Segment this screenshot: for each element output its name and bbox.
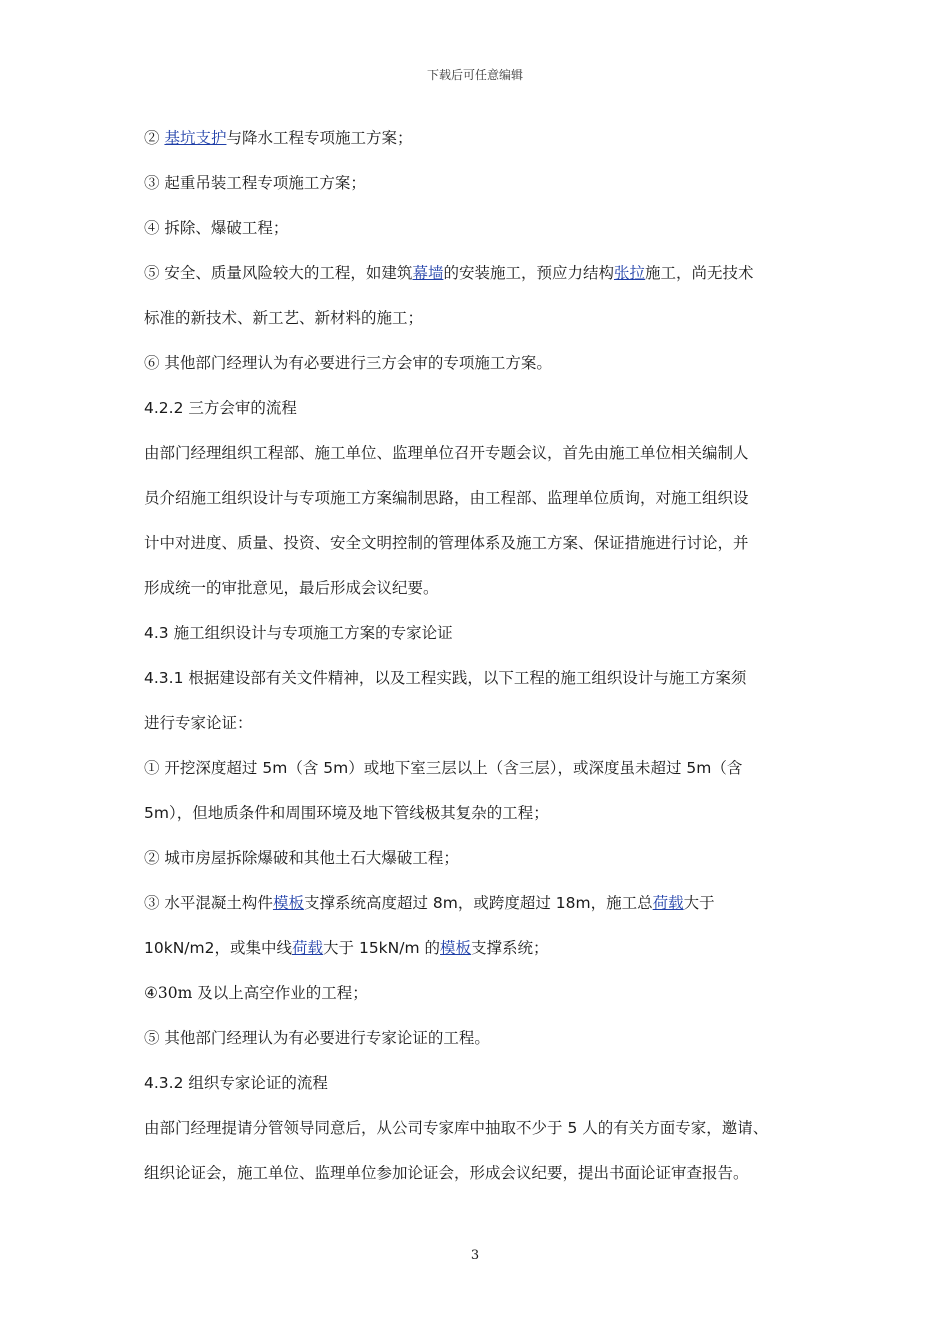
list-item-high-altitude: ④30m 及以上高空作业的工程； [144,984,368,1002]
line-text: ）或地下室三层以上（含三层），或深度虽未超过 [348,759,687,777]
measure-value: 5m [144,804,169,822]
list-item-other-review: ⑥ 其他部门经理认为有必要进行三方会审的专项施工方案。 [144,354,552,372]
section-heading-4-3-1 [144,656,824,701]
measure-value: 15kN/m [358,939,420,957]
list-item-lifting: ③ 起重吊装工程专项施工方案； [144,174,366,192]
line-text: （含 [287,759,324,777]
document-body [144,116,824,1196]
section-title: 三方会审的流程 [183,399,297,417]
measure-value: 5 [567,1119,578,1137]
paragraph-line [144,1106,824,1151]
section-heading-4-2-2 [144,386,824,431]
line-text: ），但地质条件和周围环境及地下管线极其复杂的工程； [168,804,549,822]
section-title: 组织专家论证的流程 [183,1074,328,1092]
page-number: 3 [470,1248,480,1263]
link-foundation-support[interactable]: 基坑支护 [164,129,227,147]
line-text: 与降水工程专项施工方案； [226,129,413,147]
section-title: 施工组织设计与专项施工方案的专家论证 [168,624,453,642]
line-text: 大于 [683,894,715,912]
measure-value: 5m [686,759,712,777]
section-text: 根据建设部有关文件精神，以及工程实践，以下工程的施工组织设计与施工方案须 [183,669,747,687]
paragraph-line: 进行专家论证： [144,714,253,732]
list-item-high-risk-cont: 标准的新技术、新工艺、新材料的施工； [144,309,424,327]
measure-value: 18m [555,894,591,912]
line-text: ① 开挖深度超过 [144,759,263,777]
section-number: 4.2.2 [144,399,184,417]
line-text: 的安装施工，预应力结构 [443,264,614,282]
list-item-excavation [144,746,824,791]
link-tensioning[interactable]: 张拉 [613,264,645,282]
line-text: ⑤ 安全、质量风险较大的工程，如建筑 [144,264,413,282]
measure-value: 5m [262,759,288,777]
line-text: 支撑系统高度超过 [303,894,433,912]
section-number: 4.3 [144,624,169,642]
measure-value: 8m [432,894,458,912]
list-item-demolition: ④ 拆除、爆破工程； [144,219,289,237]
paragraph-line: 形成统一的审批意见，最后形成会议纪要。 [144,579,439,597]
list-item-high-risk [144,251,824,296]
section-heading-4-3-2 [144,1061,824,1106]
link-load[interactable]: 荷载 [292,939,324,957]
list-item-formwork-cont [144,926,824,971]
link-load[interactable]: 荷载 [652,894,684,912]
line-text: ，施工总 [590,894,653,912]
list-item-other-expert: ⑤ 其他部门经理认为有必要进行专家论证的工程。 [144,1029,490,1047]
header-note: 下载后可任意编辑 [426,68,523,82]
line-text: 人的有关方面专家，邀请、 [577,1119,769,1137]
paragraph-line: 由部门经理组织工程部、施工单位、监理单位召开专题会议，首先由施工单位相关编制人 [144,444,749,462]
section-heading-4-3 [144,611,824,656]
list-item-foundation-pit [144,116,824,161]
link-formwork[interactable]: 模板 [272,894,304,912]
line-text: ，或集中线 [214,939,292,957]
line-text: ③ 水平混凝土构件 [144,894,273,912]
line-text: （含 [711,759,743,777]
list-item-blasting: ② 城市房屋拆除爆破和其他土石大爆破工程； [144,849,459,867]
link-curtain-wall[interactable]: 幕墙 [412,264,444,282]
paragraph-line: 计中对进度、质量、投资、安全文明控制的管理体系及施工方案、保证措施进行讨论，并 [144,534,749,552]
paragraph-line: 员介绍施工组织设计与专项施工方案编制思路，由工程部、监理单位质询，对施工组织设 [144,489,749,507]
paragraph-line: 组织论证会，施工单位、监理单位参加论证会，形成会议纪要，提出书面论证审查报告。 [144,1164,749,1182]
line-text: ② [144,129,165,147]
list-item-excavation-cont [144,791,824,836]
measure-value: 5m [323,759,349,777]
list-item-formwork [144,881,824,926]
line-text: 的 [419,939,441,957]
section-number: 4.3.2 [144,1074,184,1092]
line-text: 大于 [323,939,359,957]
line-text: ，或跨度超过 [457,894,556,912]
line-text: 由部门经理提请分管领导同意后，从公司专家库中抽取不少于 [144,1119,568,1137]
line-text: 支撑系统； [471,939,549,957]
line-text: 施工，尚无技术 [644,264,754,282]
section-number: 4.3.1 [144,669,184,687]
link-formwork[interactable]: 模板 [440,939,472,957]
measure-value: 10kN/m2 [144,939,215,957]
